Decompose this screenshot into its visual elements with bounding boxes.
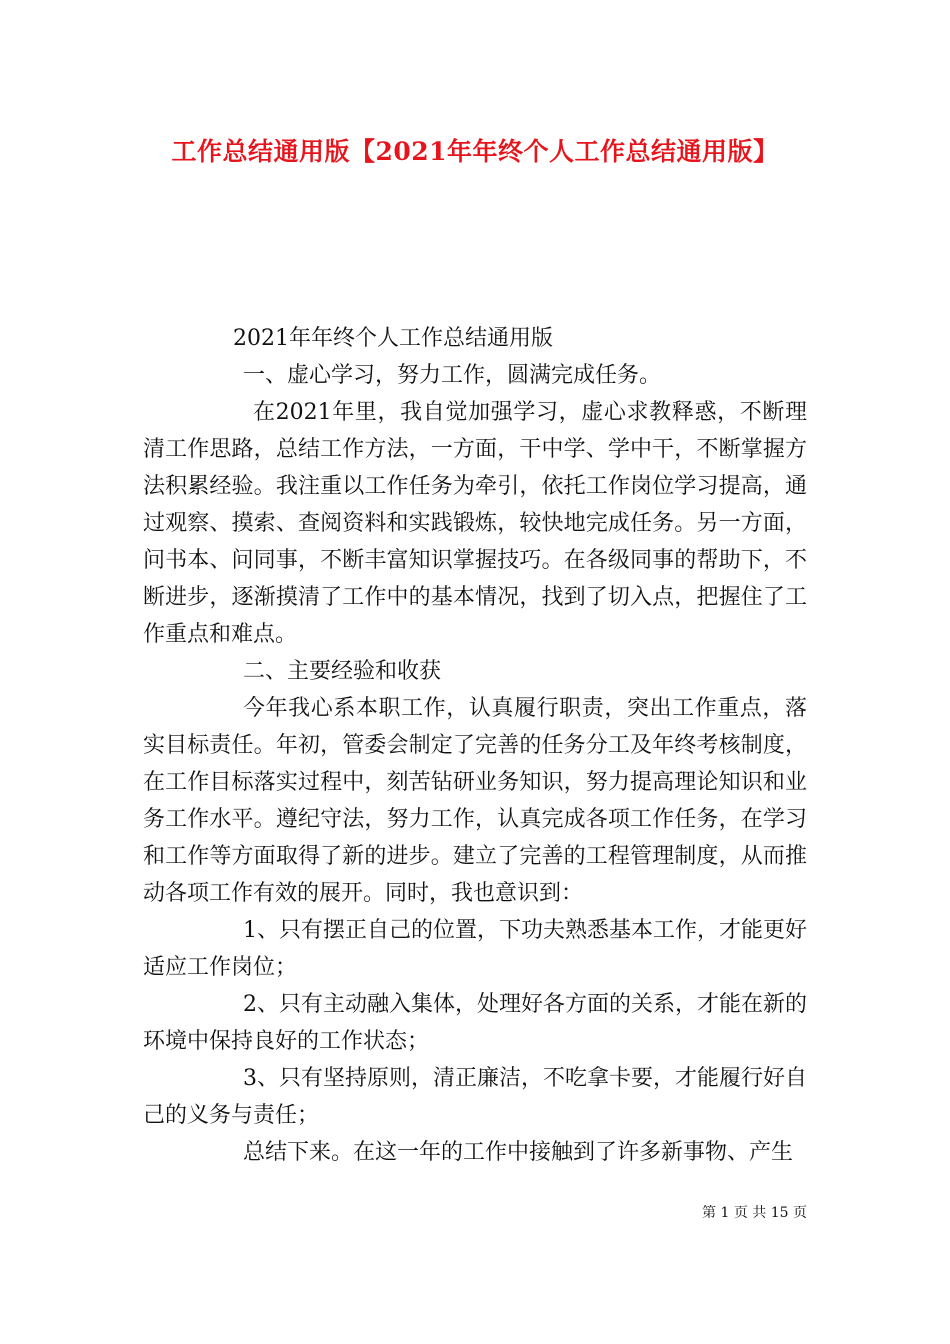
document-body [143, 320, 807, 1171]
section-1-paragraph: 在2021年里，我自觉加强学习，虚心求教释惑，不断理清工作思路，总结工作方法，一方面，干中学、学中干，不断掌握方法积累经验。我注重以工作任务为牵引，依托工作岗位学习提高，通过观察、摸索、查阅资料和实践锻炼，较快地完成任务。另一方面，问书本、问同事，不断丰富知识掌握技巧。在各级同事的帮助下，不断进步，逐渐摸清了工作中的基本情况，找到了切入点，把握住了工作重点和难点。 [143, 400, 807, 647]
section-2-heading: 二、主要经验和收获 [243, 659, 442, 684]
section-2-paragraph: 今年我心系本职工作，认真履行职责，突出工作重点，落实目标责任。年初，管委会制定了完善的任务分工及年终考核制度，在工作目标落实过程中，刻苦钻研业务知识，努力提高理论知识和业务工作水平。遵纪守法，努力工作，认真完成各项工作任务，在学习和工作等方面取得了新的进步。建立了完善的工程管理制度，从而推动各项工作有效的展开。同时，我也意识到： [143, 696, 807, 906]
list-item-3: 3、只有坚持原则，清正廉洁，不吃拿卡要，才能履行好自己的义务与责任； [143, 1066, 807, 1128]
page-number: 第 1 页 共 15 页 [702, 1205, 807, 1221]
summary-paragraph: 总结下来。在这一年的工作中接触到了许多新事物、产生 [243, 1140, 794, 1165]
list-item-1: 1、只有摆正自己的位置，下功夫熟悉基本工作，才能更好适应工作岗位； [143, 918, 807, 980]
section-1-heading: 一、虚心学习，努力工作，圆满完成任务。 [243, 363, 662, 388]
document-subtitle: 2021年年终个人工作总结通用版 [233, 326, 553, 351]
document-title: 工作总结通用版【2021年年终个人工作总结通用版】 [171, 137, 779, 166]
list-item-2: 2、只有主动融入集体，处理好各方面的关系，才能在新的环境中保持良好的工作状态； [143, 992, 807, 1054]
